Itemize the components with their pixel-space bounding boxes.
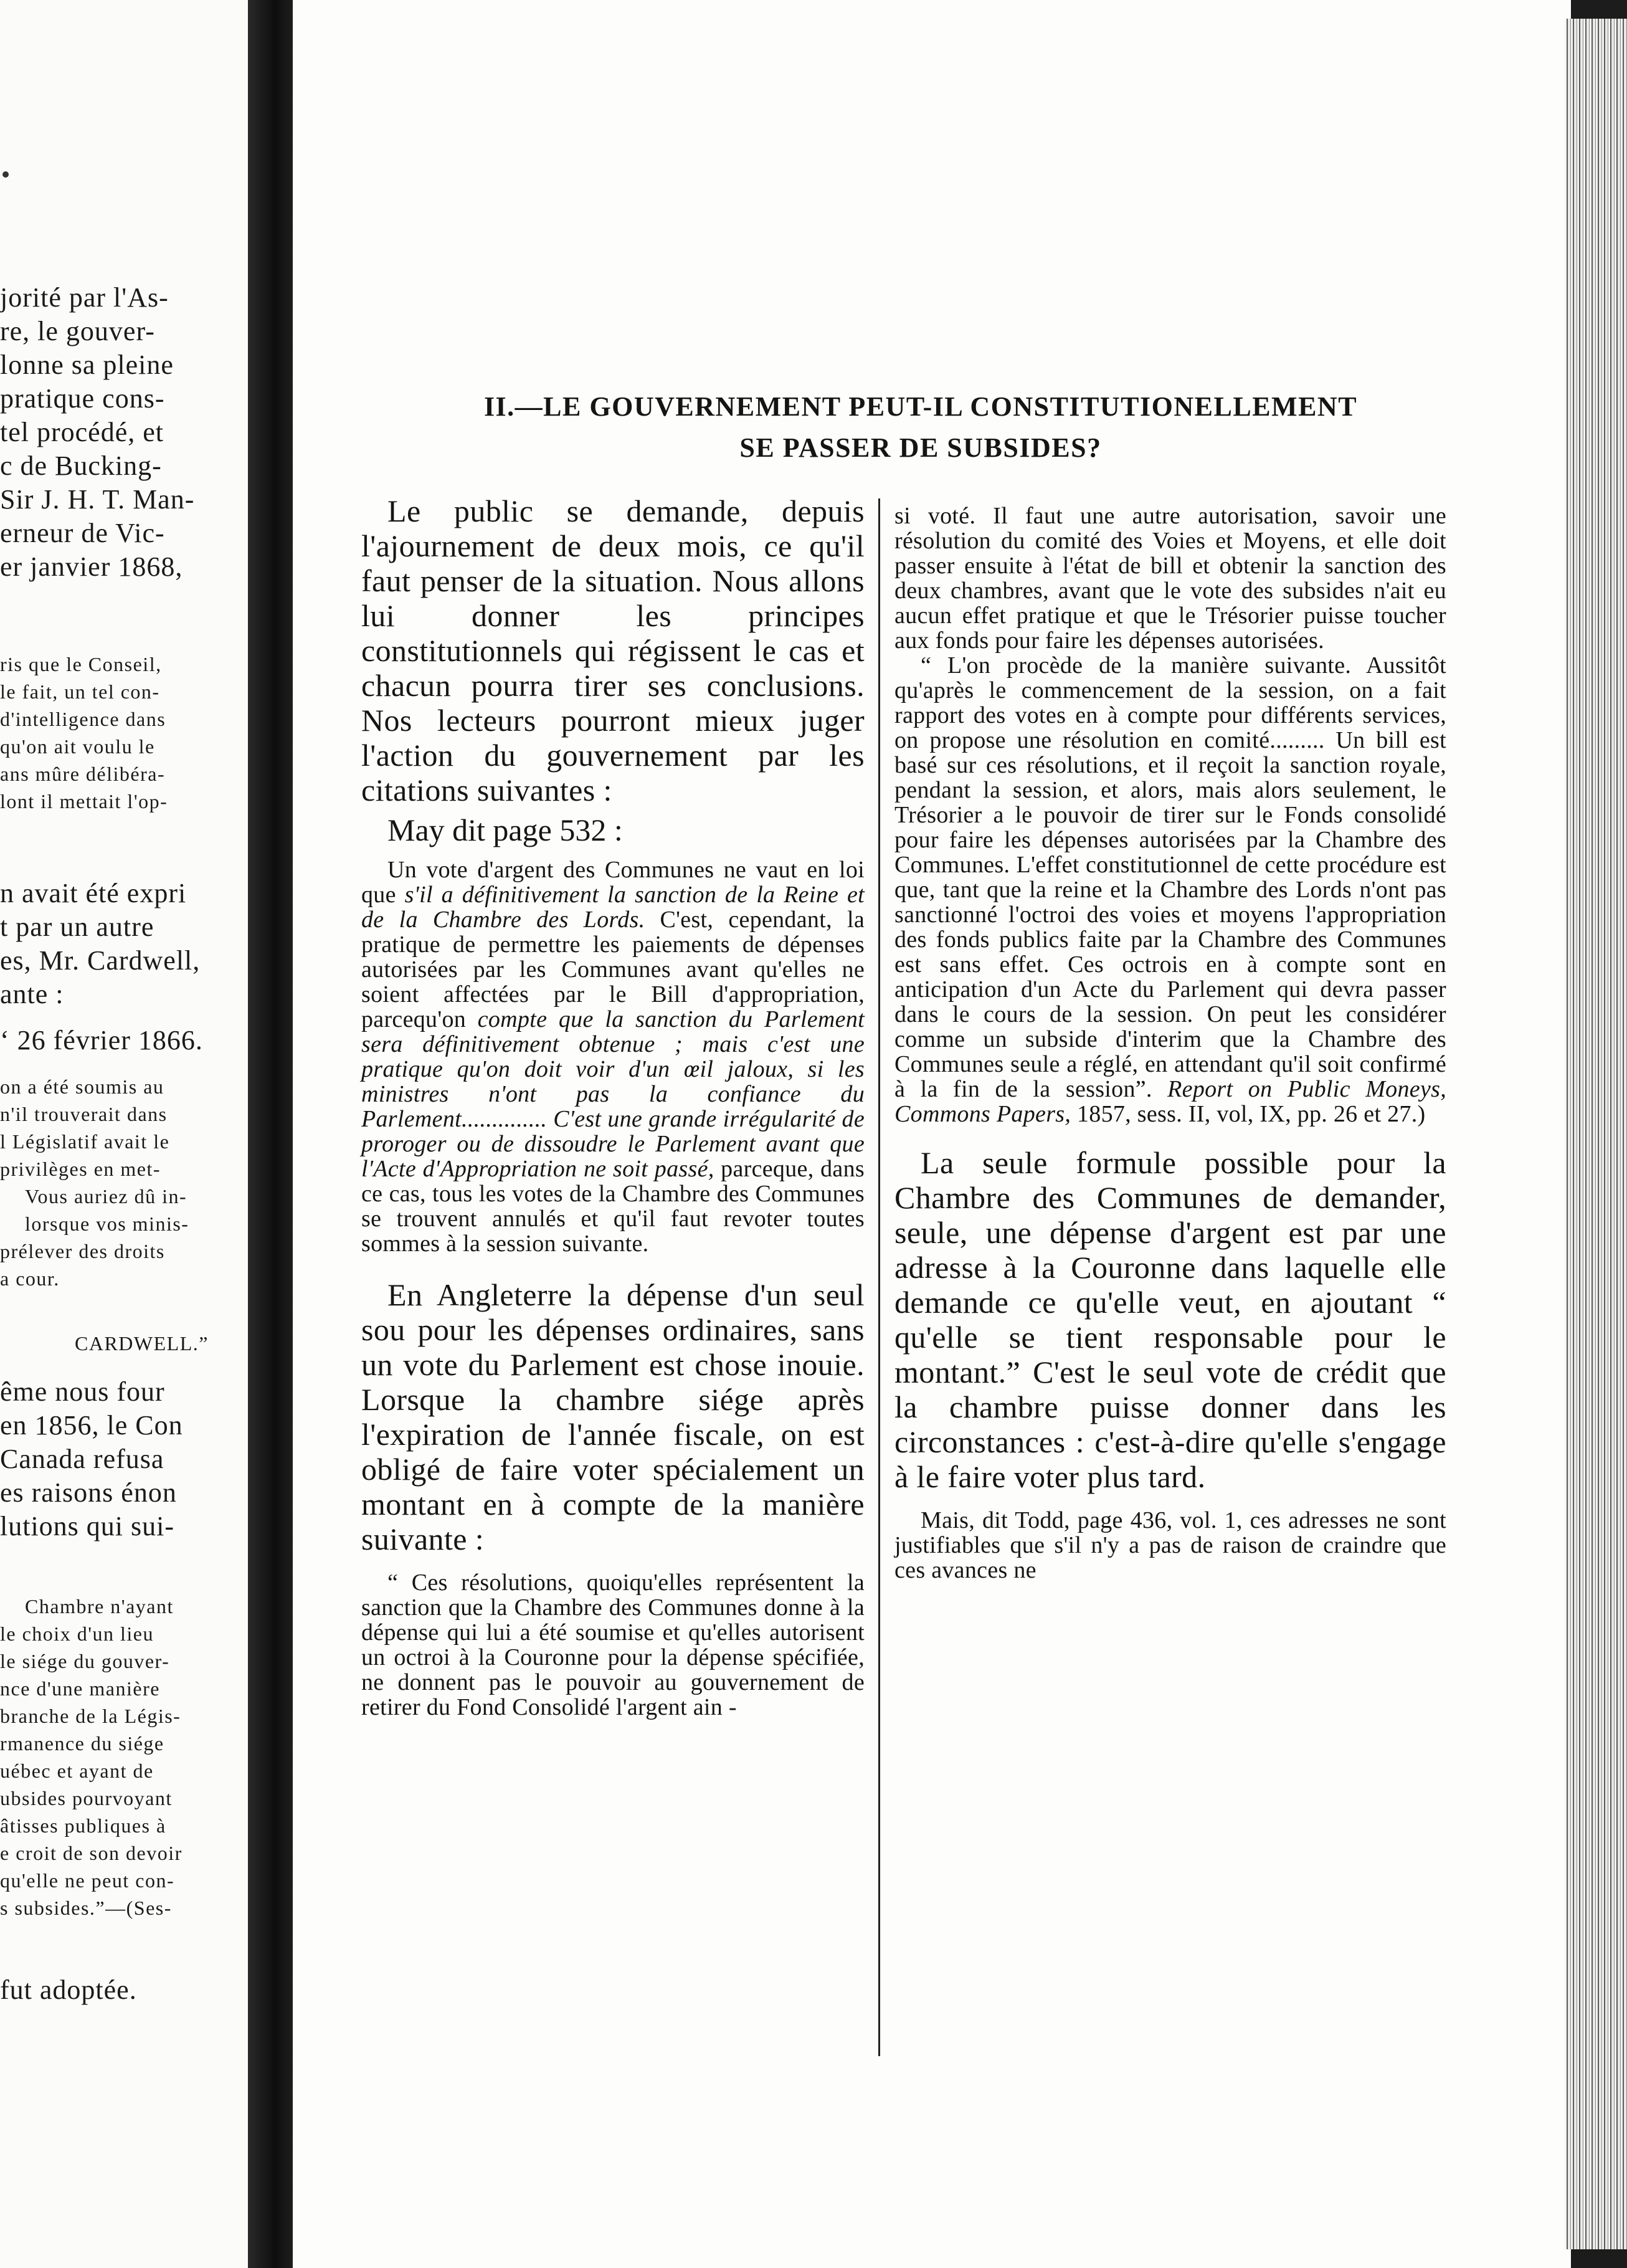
procedure-quote-source: Report on Public Moneys, Commons Papers,: [894, 1076, 1446, 1127]
left-page-line: d'intelligence dans: [0, 708, 166, 730]
left-page-line: qu'on ait voulu le: [0, 735, 155, 758]
right-column: [894, 503, 1446, 1583]
left-page-line: e croit de son devoir: [0, 1842, 183, 1864]
left-page-line: qu'elle ne peut con-: [0, 1869, 175, 1892]
heading-line-2: SE PASSER DE SUBSIDES?: [739, 432, 1102, 463]
left-column: [361, 493, 865, 1720]
left-page-line: nce d'une manière: [0, 1677, 160, 1700]
left-page-line: Vous auriez dû in-: [25, 1185, 187, 1208]
left-page-line: l Législatif avait le: [0, 1130, 170, 1153]
intro-paragraph: Le public se demande, depuis l'ajournement de deux mois, ce qu'il faut penser de la situation. Nous allons lui donner les principes constitutionnels qui régissent le cas et chacun pourra tirer ses conclusions. Nos lecteurs pourront mieux juger l'action du gouvernement par les citations suivantes :: [361, 493, 865, 808]
left-page-line: ême nous four: [0, 1376, 165, 1407]
previous-page-fragment: [0, 0, 248, 2268]
procedure-quote-reference: 1857, sess. II, vol, IX, pp. 26 et 27.): [1071, 1101, 1426, 1127]
left-page-line: lont il mettait l'op-: [0, 790, 168, 812]
may-quote-part-4: compte que la sanction du Parlement sera définitivement obtenue ; mais c'est une pratique qu'on doit voir d'un œil jaloux, si les ministres n'ont pas la confiance du Parlement.............. C'est une grande irrégularité de proroger ou de dissoudre le Parlement avant que l'Acte d'Appropriation ne soit passé,: [361, 1006, 865, 1182]
left-page-line: ris que le Conseil,: [0, 653, 162, 675]
heading-line-1: II.—LE GOUVERNEMENT PEUT-IL CONSTITUTIONELLEMENT: [483, 391, 1358, 422]
left-page-line: fut adoptée.: [0, 1975, 137, 2005]
left-page-line: a cour.: [0, 1267, 60, 1290]
left-page-line: branche de la Légis-: [0, 1705, 181, 1727]
section-heading: [323, 386, 1519, 469]
left-page-line: CARDWELL.”: [75, 1332, 209, 1355]
resolutions-quote: “ Ces résolutions, quoiqu'elles représentent la sanction que la Chambre des Communes donne à la dépense qui lui a été soumise et qu'elles autorisent un octroi à la Couronne pour la dépense spécifiée, ne donnent pas le pouvoir au gouvernement de retirer du Fond Consolidé l'argent ain -: [361, 1570, 865, 1720]
left-page-line: prélever des droits: [0, 1240, 165, 1262]
left-page-line: Sir J. H. T. Man-: [0, 484, 195, 515]
left-page-line: ubsides pourvoyant: [0, 1787, 173, 1809]
left-page-line: uébec et ayant de: [0, 1760, 154, 1782]
left-page-line: ans mûre délibéra-: [0, 763, 166, 785]
left-page-line: le fait, un tel con-: [0, 680, 160, 703]
left-page-line: re, le gouver-: [0, 316, 155, 346]
left-page-line: rmanence du siége: [0, 1732, 164, 1755]
may-quote-part-1: Un vote d'argent des Communes ne vaut en loi que: [361, 857, 865, 908]
left-page-line: Canada refusa: [0, 1444, 164, 1474]
left-page-line: es, Mr. Cardwell,: [0, 945, 201, 976]
left-page-line: lutions qui sui-: [0, 1511, 175, 1541]
left-page-line: tel procédé, et: [0, 417, 164, 447]
left-page-line: erneur de Vic-: [0, 518, 165, 548]
formula-paragraph: La seule formule possible pour la Chambre des Communes de demander, seule, une dépense d'argent est par une adresse à la Couronne dans laquelle elle demande ce qu'elle veut, en ajoutant “ qu'elle se tient responsable pour le montant.” C'est le seul vote de crédit que la chambre puisse donner dans les circonstances : c'est-à-dire qu'elle s'engage à le faire voter plus tard.: [894, 1145, 1446, 1494]
left-page-line: Chambre n'ayant: [25, 1595, 174, 1618]
ink-dot: [2, 171, 9, 178]
left-page-line: pratique cons-: [0, 383, 165, 414]
left-page-line: c de Bucking-: [0, 450, 162, 481]
left-page-line: on a été soumis au: [0, 1075, 164, 1098]
procedure-quote: [894, 653, 1446, 1127]
left-page-line: âtisses publiques à: [0, 1814, 166, 1837]
vote-quote-continued: si voté. Il faut une autre autorisation, savoir une résolution du comité des Voies et Moyens, et elle doit passer ensuite à l'état de bill et obtenir la sanction des deux chambres, avant que le vote des subsides n'ait eu aucun effet pratique et que le Trésorier puisse toucher aux fonds pour faire les dépenses autorisées.: [894, 503, 1446, 654]
may-quote: [361, 857, 865, 1256]
left-page-line: n avait été expri: [0, 878, 187, 908]
may-quote-part-2: s'il a définitivement la sanction de la Reine et de la Chambre des Lords.: [361, 882, 865, 933]
may-quote-part-5: parceque, dans ce cas, tous les votes de la Chambre des Communes se trouvent annulés et qu'il faut revoter toutes sommes à la session suivante.: [361, 1156, 865, 1257]
england-paragraph: En Angleterre la dépense d'un seul sou pour les dépenses ordinaires, sans un vote du Parlement est chose inouie. Lorsque la chambre siége après l'expiration de l'année fiscale, on est obligé de faire voter spécialement un montant en à compte de la manière suivante :: [361, 1277, 865, 1556]
left-page-line: er janvier 1868,: [0, 551, 183, 582]
page-edges: [1565, 19, 1627, 2249]
citation-heading: May dit page 532 :: [387, 812, 623, 847]
left-page-line: s subsides.”—(Ses-: [0, 1897, 172, 1919]
left-page-line: ‘ 26 février 1866.: [0, 1025, 203, 1055]
left-page-line: ante :: [0, 979, 64, 1009]
left-page-line: lonne sa pleine: [0, 350, 174, 380]
left-page-line: le choix d'un lieu: [0, 1622, 154, 1645]
column-divider: [878, 498, 880, 2056]
left-page-line: en 1856, le Con: [0, 1410, 183, 1441]
left-page-line: es raisons énon: [0, 1477, 177, 1508]
left-page-line: lorsque vos minis-: [25, 1213, 189, 1235]
book-gutter: [248, 0, 293, 2268]
procedure-quote-text: “ L'on procède de la manière suivante. Aussitôt qu'après le commencement de la session, on a fait rapport des votes en à compte pour différents services, on propose une résolution en comité......... Un bill est basé sur ces résolutions, et il reçoit la sanction royale, pendant la session, et alors, mais alors seulement, le Trésorier a le pouvoir de tirer sur le Fonds consolidé pour faire les dépenses autorisées par la Chambre des Communes. L'effet constitutionnel de cette procédure est que, tant que la reine et la Chambre des Lords n'ont pas sanctionné l'octroi des voies et moyens l'appropriation des fonds publics faite par la Chambre des Communes est sans effet. Ces octrois en à compte sont en anticipation d'un Acte du Parlement qui devra passer dans le cours de la session. On peut les considérer comme un subside d'interim que la Chambre des Communes seule a réglé, en attendant qu'il soit confirmé à la fin de la session”.: [894, 652, 1446, 1102]
main-page: [293, 0, 1571, 2268]
left-page-line: le siége du gouver-: [0, 1650, 170, 1672]
may-quote-part-3: C'est, cependant, la pratique de permettre les paiements de dépenses autorisées par les Communes avant qu'elles ne soient affectées par le Bill d'appropriation, parcequ'on: [361, 907, 865, 1032]
todd-paragraph: Mais, dit Todd, page 436, vol. 1, ces adresses ne sont justifiables que s'il n'y a pas de raison de craindre que ces avances ne: [894, 1507, 1446, 1583]
left-page-line: t par un autre: [0, 912, 154, 942]
left-page-line: privilèges en met-: [0, 1158, 161, 1180]
left-page-line: jorité par l'As-: [0, 282, 169, 313]
left-page-line: n'il trouverait dans: [0, 1103, 168, 1125]
